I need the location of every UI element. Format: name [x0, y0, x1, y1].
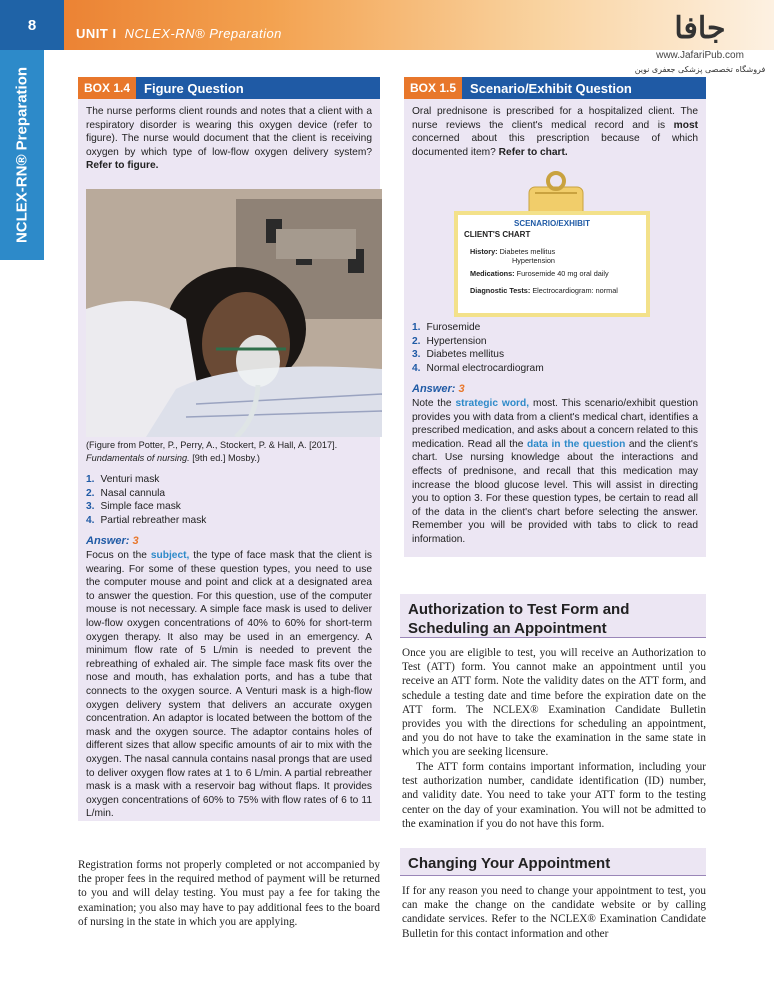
side-tab [0, 50, 44, 260]
side-tab-label: NCLEX-RN® Preparation [13, 66, 31, 244]
page-number: 8 [0, 0, 64, 50]
option-item: 1. Venturi mask [86, 474, 160, 485]
running-head [76, 26, 282, 41]
option-item: 2. Nasal cannula [86, 487, 166, 499]
rationale-text: Focus on the subject, the type of face mask that the client is wearing. For some of these question types, you need to use the computer mouse and point and click at a designated area to answer the question. For this question, use of the computer mouse is not necessary. A simple face mask is used to deliver low-flow oxygen concentrations of 40% to 60% for short-term oxygen therapy. It also may be used in an emergency. A minimum flow rate of 5 L/min is needed to prevent the rebreathing of exhaled air. The simple face mask fits over the nose and mouth, has exhalation ports, and has a tube that connects to the oxygen source. A Venturi mask is a high-flow oxygen delivery system that delivers an accurate oxygen concentration. An adaptor is located between the bottom of the mask and the oxygen source. The adaptor contains holes of different sizes that allow specific amounts of air to mix with the oxygen. The nasal cannula contains nasal prongs that are used to deliver oxygen flow rates at 1 to 6 L/min. A partial rebreather mask is a mask with a reservoir bag without flaps. It provides oxygen concentrations of 60% to 75% with flow rates of 6 to 11 L/min. [86, 550, 372, 820]
registration-paragraph: Registration forms not properly completed or not accompanied by the proper fees in the required method of payment will be returned to you and will delay testing. You must pay a fee for taking the examination; you also may have to pay additional fees to the board of nursing in the state in which you are applying. [78, 859, 380, 928]
box-header [404, 77, 706, 99]
auth-paragraph-2: The ATT form contains important information, including your test authorization number, candidate identification (ID) number, and validity date. You need to take your ATT form to the testing center on the day of your examination. You will not be admitted to the examination if you do not have this form. [402, 761, 706, 830]
logo-tagline: فروشگاه تخصصی پزشکی جعفری نوین [634, 65, 766, 74]
chart-header: SCENARIO/EXHIBIT [513, 219, 590, 228]
rationale-text: Note the strategic word, most. This scenario/exhibit question provides you with data from a client's medical chart, identifies a prescribed medication, and asks about a concern related to this medication. Read all the data in the question and the client's chart. Use nursing knowledge about the interactions and effects of prednisone, and recall that this medication may increase the blood glucose level. This will assist in directing you to option 3. For these question types, be certain to read all of the data in the client's chart before selecting the answer. Remember you will be provided with tabs to click to read information. [412, 398, 698, 545]
question-text: Oral prednisone is prescribed for a hospitalized client. The nurse reviews the client's medical record and is most concerned about this prescription because of which documented item? Refer to chart. [412, 106, 698, 158]
patient-oxygen-mask-photo [86, 189, 382, 437]
option-item: 1. Furosemide [412, 322, 481, 333]
unit-title: NCLEX-RN® Preparation [124, 26, 282, 41]
option-item: 3. Simple face mask [86, 501, 181, 513]
client-chart-exhibit [454, 211, 650, 317]
change-paragraph: If for any reason you need to change your appointment to test, you can make the change on the candidate website or by calling candidate services. Refer to the NCLEX® Examination Candidate Bulletin for this contact information and other [402, 885, 706, 940]
answer-label: Answer: 3 [412, 383, 465, 395]
chart-diagnostics: Diagnostic Tests: Electrocardiogram: normal [470, 286, 618, 295]
box-tag: BOX 1.5 [404, 77, 462, 99]
chart-title: CLIENT'S CHART [464, 230, 531, 239]
option-item: 2. Hypertension [412, 335, 487, 347]
question-text: The nurse performs client rounds and notes that a client with a respiratory disorder is wearing this oxygen device (refer to figure). The nurse would document that the client is receiving oxygen by which type of low-flow oxygen delivery system? Refer to figure. [86, 106, 372, 172]
logo-url: www.JafariPub.com [656, 50, 744, 61]
option-item: 3. Diabetes mellitus [412, 349, 505, 361]
box-header [78, 77, 380, 99]
box-title: Figure Question [144, 80, 244, 96]
option-item: 4. Partial rebreather mask [86, 514, 207, 526]
box-figure-question [78, 77, 380, 821]
section-heading: Changing Your Appointment [400, 848, 706, 876]
section-heading: Authorization to Test Form and Scheduling an Appointment [400, 594, 706, 638]
unit-label: UNIT I [76, 26, 117, 41]
chart-history: History: Diabetes mellitus Hypertension [470, 247, 556, 265]
box-scenario-question [404, 77, 706, 557]
logo-mark: جافا [674, 11, 726, 46]
answer-options [78, 473, 214, 527]
answer-options [404, 321, 552, 375]
option-item: 4. Normal electrocardiogram [412, 362, 544, 374]
chart-medications: Medications: Furosemide 40 mg oral daily [470, 269, 609, 278]
auth-paragraph-1: Once you are eligible to test, you will receive an Authorization to Test (ATT) form. You cannot make an appointment until you receive an ATT form. Note the validity dates on the ATT form, and schedule a testing date and time before the expiration date on the ATT form. The NCLEX® Examination Candidate Bulletin provides you with the directions for scheduling an appointment, and you do not have to take the examination in the same state in which you are seeking licensure. [402, 647, 706, 759]
box-tag: BOX 1.4 [78, 77, 136, 99]
figure-caption: (Figure from Potter, P., Perry, A., Stockert, P. & Hall, A. [2017]. Fundamentals of nursing. [9th ed.] Mosby.) [86, 440, 338, 463]
box-title: Scenario/Exhibit Question [470, 80, 632, 96]
answer-label: Answer: 3 [86, 535, 139, 547]
